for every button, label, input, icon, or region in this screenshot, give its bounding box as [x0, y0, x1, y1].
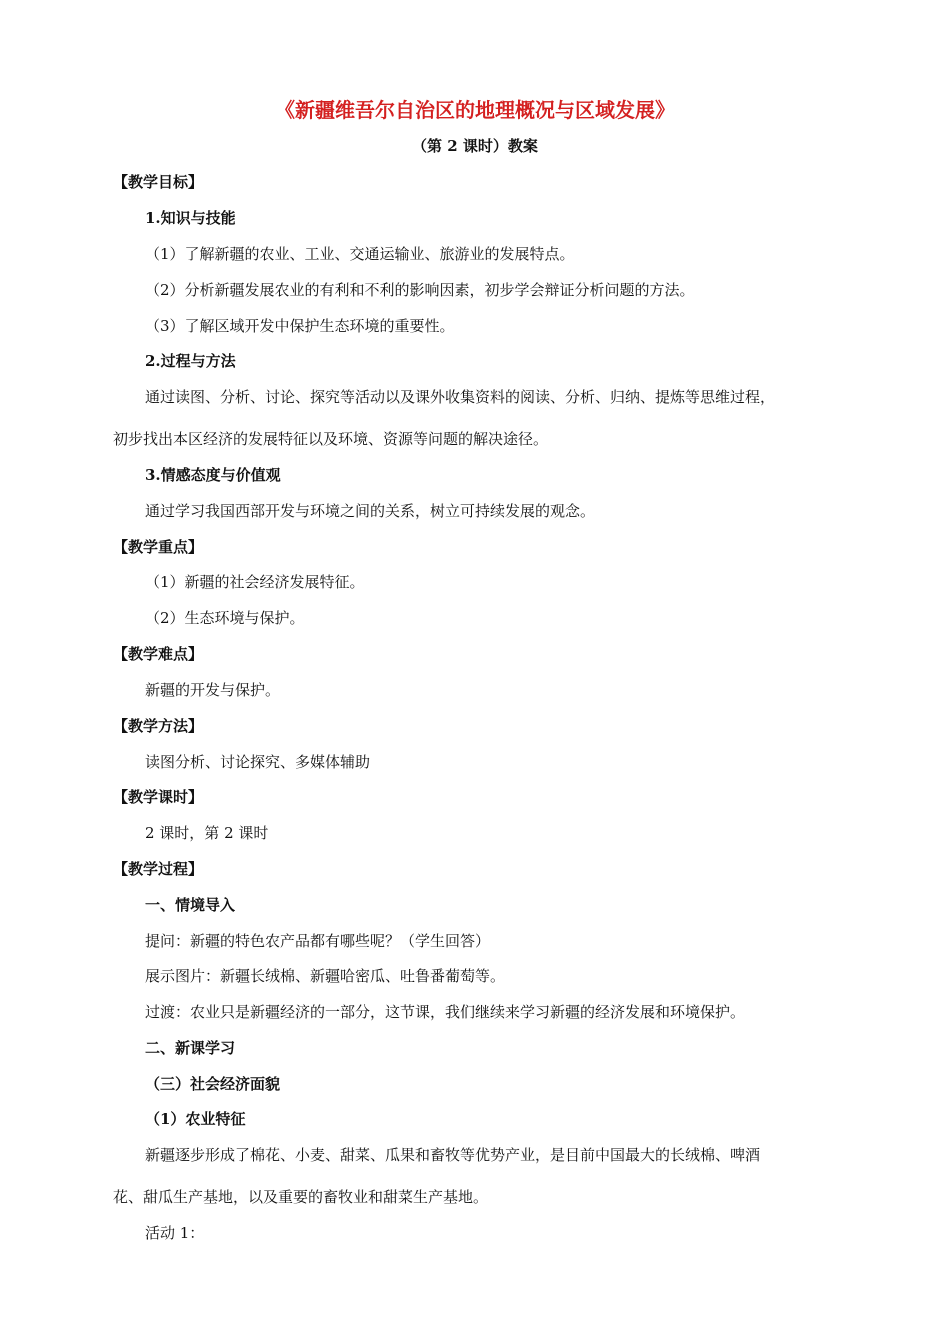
key-item: （2）生态环境与保护。 — [145, 609, 305, 627]
difficult-text: 新疆的开发与保护。 — [145, 681, 281, 699]
agri-heading: （1）农业特征 — [145, 1110, 246, 1128]
section-heading-difficult: 【教学难点】 — [113, 645, 204, 663]
intro-line: 提问：新疆的特色农产品都有哪些呢？（学生回答） — [145, 932, 491, 950]
goal1-item: （3）了解区域开发中保护生态环境的重要性。 — [145, 317, 455, 335]
doc-title: 《新疆维吾尔自治区的地理概况与区域发展》 — [275, 98, 675, 122]
section-heading-goals: 【教学目标】 — [113, 173, 204, 191]
intro-heading: 一、情境导入 — [145, 896, 236, 914]
intro-line: 过渡：农业只是新疆经济的一部分，这节课，我们继续来学习新疆的经济发展和环境保护。 — [145, 1003, 746, 1021]
goal3-heading: 3.情感态度与价值观 — [145, 466, 281, 484]
goal2-text-line1: 通过读图、分析、讨论、探究等活动以及课外收集资料的阅读、分析、归纳、提炼等思维过程， — [145, 388, 776, 406]
key-item: （1）新疆的社会经济发展特征。 — [145, 573, 365, 591]
goal1-item: （1）了解新疆的农业、工业、交通运输业、旅游业的发展特点。 — [145, 245, 575, 263]
section-heading-method: 【教学方法】 — [113, 717, 204, 735]
goal3-text: 通过学习我国西部开发与环境之间的关系，树立可持续发展的观念。 — [145, 502, 596, 520]
goal2-text-line2: 初步找出本区经济的发展特征以及环境、资源等问题的解决途径。 — [113, 430, 549, 448]
section-heading-process: 【教学过程】 — [113, 860, 204, 878]
goal2-heading: 2.过程与方法 — [145, 352, 236, 370]
doc-subtitle: （第 2 课时）教案 — [412, 137, 538, 155]
intro-line: 展示图片：新疆长绒棉、新疆哈密瓜、吐鲁番葡萄等。 — [145, 967, 506, 985]
goal1-heading: 1.知识与技能 — [145, 209, 236, 227]
agri-text-line1: 新疆逐步形成了棉花、小麦、甜菜、瓜果和畜牧等优势产业，是目前中国最大的长绒棉、啤酒 — [145, 1146, 761, 1164]
activity-label: 活动 1： — [145, 1224, 205, 1242]
agri-text-line2: 花、甜瓜生产基地，以及重要的畜牧业和甜菜生产基地。 — [113, 1188, 489, 1206]
sub3-heading: （三）社会经济面貌 — [145, 1075, 281, 1093]
goal1-item: （2）分析新疆发展农业的有利和不利的影响因素，初步学会辩证分析问题的方法。 — [145, 281, 695, 299]
new-lesson-heading: 二、新课学习 — [145, 1039, 236, 1057]
section-heading-hours: 【教学课时】 — [113, 788, 204, 806]
hours-text: 2 课时，第 2 课时 — [145, 824, 269, 842]
section-heading-key: 【教学重点】 — [113, 538, 204, 556]
method-text: 读图分析、讨论探究、多媒体辅助 — [145, 753, 371, 771]
